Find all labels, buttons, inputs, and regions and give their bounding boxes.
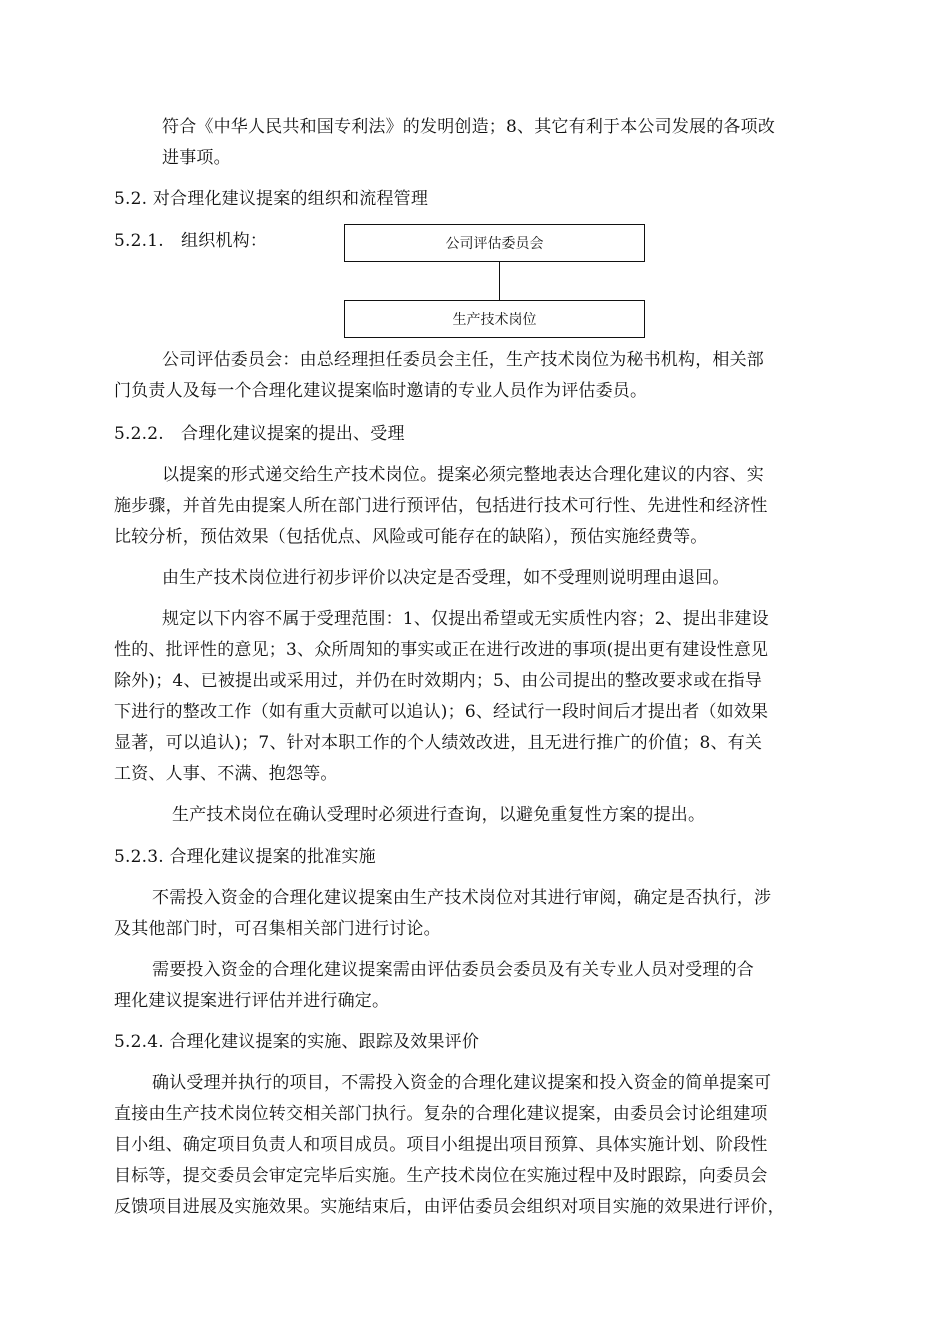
paragraph-line: 规定以下内容不属于受理范围：1、仅提出希望或无实质性内容；2、提出非建设 [162,609,769,629]
paragraph-line: 以提案的形式递交给生产技术岗位。提案必须完整地表达合理化建议的内容、实 [162,465,764,485]
paragraph-line: 不需投入资金的合理化建议提案由生产技术岗位对其进行审阅，确定是否执行，涉 [152,888,772,908]
paragraph-line: 显著，可以追认)；7、针对本职工作的个人绩效改进，且无进行推广的价值；8、有关 [114,733,763,753]
paragraph-line: 需要投入资金的合理化建议提案需由评估委员会委员及有关专业人员对受理的合 [152,960,754,980]
paragraph-line: 符合《中华人民共和国专利法》的发明创造；8、其它有利于本公司发展的各项改 [162,117,776,137]
paragraph-line: 及其他部门时，可召集相关部门进行讨论。 [114,919,441,939]
paragraph-line: 目标等，提交委员会审定完毕后实施。生产技术岗位在实施过程中及时跟踪，向委员会 [114,1166,768,1186]
paragraph-line: 除外)；4、已被提出或采用过，并仍在时效期内；5、由公司提出的整改要求或在指导 [114,671,763,691]
paragraph-line: 施步骤，并首先由提案人所在部门进行预评估，包括进行技术可行性、先进性和经济性 [114,496,768,516]
paragraph-line: 比较分析，预估效果（包括优点、风险或可能存在的缺陷），预估实施经费等。 [114,527,708,547]
org-chart-bottom-box [344,300,645,338]
paragraph-line: 直接由生产技术岗位转交相关部门执行。复杂的合理化建议提案，由委员会讨论组建项 [114,1104,768,1124]
section-heading-5-2-3: 5.2.3. 合理化建议提案的批准实施 [114,847,376,867]
paragraph-line: 由生产技术岗位进行初步评价以决定是否受理，如不受理则说明理由退回。 [162,568,730,588]
paragraph-line: 确认受理并执行的项目，不需投入资金的合理化建议提案和投入资金的简单提案可 [152,1073,772,1093]
org-chart-top-box [344,224,645,262]
section-heading-5-2-1: 5.2.1. 组织机构： [114,231,268,251]
paragraph-line: 工资、人事、不满、抱怨等。 [114,764,338,784]
org-chart-connector [499,262,500,300]
org-chart-bottom-label: 生产技术岗位 [452,312,537,328]
paragraph-line: 性的、批评性的意见；3、众所周知的事实或正在进行改进的事项(提出更有建设性意见 [114,640,769,660]
org-chart-top-label: 公司评估委员会 [445,236,544,252]
paragraph-line: 理化建议提案进行评估并进行确定。 [114,991,390,1011]
paragraph-line: 目小组、确定项目负责人和项目成员。项目小组提出项目预算、具体实施计划、阶段性 [114,1135,768,1155]
paragraph-line: 下进行的整改工作（如有重大贡献可以追认)；6、经试行一段时间后才提出者（如效果 [114,702,769,722]
paragraph-line: 生产技术岗位在确认受理时必须进行查询，以避免重复性方案的提出。 [172,805,706,825]
paragraph-line: 门负责人及每一个合理化建议提案临时邀请的专业人员作为评估委员。 [114,381,648,401]
section-heading-5-2-4: 5.2.4. 合理化建议提案的实施、跟踪及效果评价 [114,1032,480,1052]
section-heading-5-2-2: 5.2.2. 合理化建议提案的提出、受理 [114,424,405,444]
section-heading-5-2: 5.2. 对合理化建议提案的组织和流程管理 [114,189,429,209]
paragraph-line: 公司评估委员会：由总经理担任委员会主任，生产技术岗位为秘书机构，相关部 [162,350,764,370]
paragraph-line: 进事项。 [162,148,231,168]
paragraph-line: 反馈项目进展及实施效果。实施结束后，由评估委员会组织对项目实施的效果进行评价， [114,1197,785,1217]
